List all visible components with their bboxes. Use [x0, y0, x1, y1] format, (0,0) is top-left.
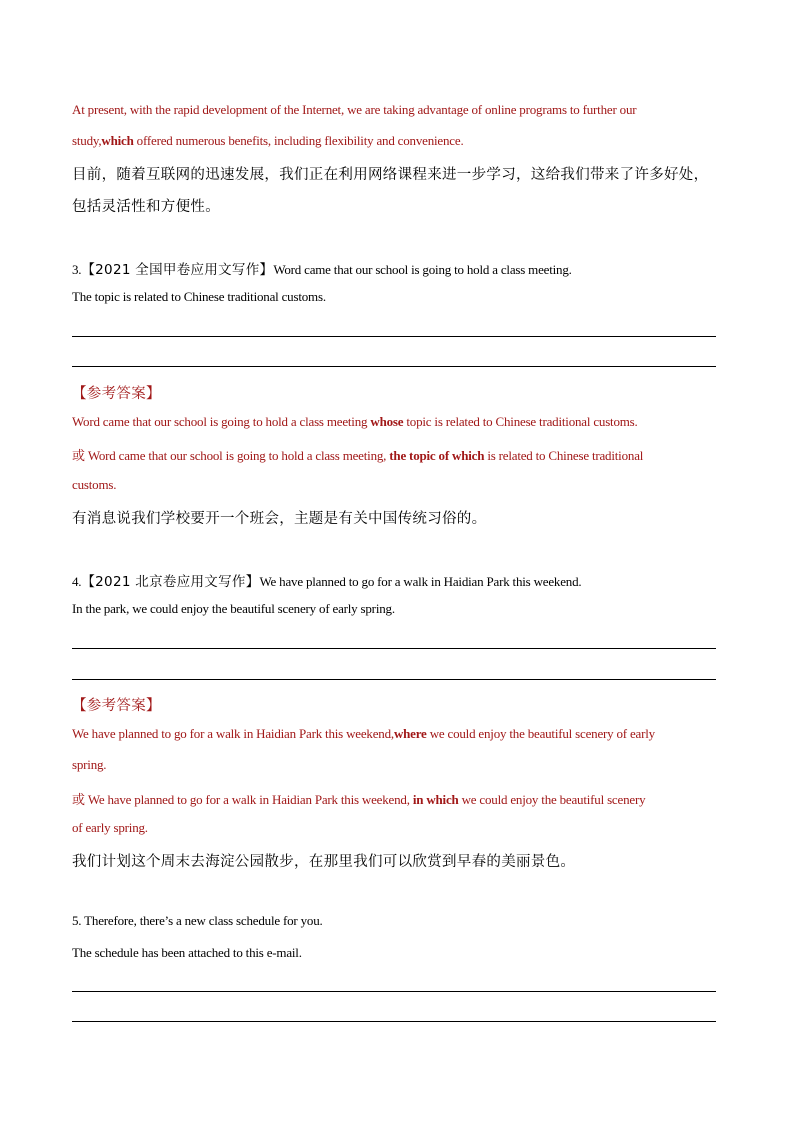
intro-cn-line-1: 目前，随着互联网的迅速发展，我们正在利用网络课程来进一步学习，这给我们带来了许多好处， — [72, 167, 709, 183]
q3-answer-title: 【参考答案】 — [72, 386, 161, 402]
q3-answer-2: 或 Word came that our school is going to hold a class meeting, the topic of which is related to Chinese traditional — [72, 448, 644, 463]
q3-tag: 【2021 全国甲卷应用文写作】 — [81, 262, 274, 278]
q3-answer-1: Word came that our school is going to hold a class meeting whose topic is related to Chinese traditional customs. — [72, 414, 638, 429]
intro-en-line-2: study,which offered numerous benefits, including flexibility and convenience. — [72, 133, 464, 148]
q4-sentence-1: 4.【2021 北京卷应用文写作】We have planned to go for a walk in Haidian Park this weekend. — [72, 574, 582, 590]
intro-en-line-1: At present, with the rapid development of the Internet, we are taking advantage of online programs to further our — [72, 102, 637, 117]
q5-sentence-1: 5. Therefore, there’s a new class schedule for you. — [72, 913, 323, 928]
intro-keyword: which — [101, 133, 134, 148]
q4-answer-1: We have planned to go for a walk in Haidian Park this weekend,where we could enjoy the beautiful scenery of early — [72, 726, 655, 741]
q3-answer-2-cont: customs. — [72, 477, 117, 492]
q5-sentence-2: The schedule has been attached to this e-mail. — [72, 945, 302, 960]
q4-number: 4. — [72, 574, 82, 589]
q4-answer-1-cont: spring. — [72, 757, 107, 772]
q3-answer-line-1 — [72, 336, 716, 337]
q4-answer-title: 【参考答案】 — [72, 698, 161, 714]
q4-cn-translation: 我们计划这个周末去海淀公园散步，在那里我们可以欣赏到早春的美丽景色。 — [72, 854, 576, 870]
q3-cn-translation: 有消息说我们学校要开一个班会，主题是有关中国传统习俗的。 — [72, 511, 487, 527]
q5-answer-line-1 — [72, 991, 716, 992]
intro-cn-line-2: 包括灵活性和方便性。 — [72, 199, 220, 215]
q4-answer-line-2 — [72, 679, 716, 680]
q3-sentence-2: The topic is related to Chinese traditional customs. — [72, 289, 326, 304]
q4-tag: 【2021 北京卷应用文写作】 — [81, 574, 260, 590]
q4-answer-line-1 — [72, 648, 716, 649]
q4-answer-2: 或 We have planned to go for a walk in Haidian Park this weekend, in which we could enjoy the beautiful scenery — [72, 792, 646, 807]
q3-answer-line-2 — [72, 366, 716, 367]
q4-answer-2-cont: of early spring. — [72, 820, 148, 835]
q5-answer-line-2 — [72, 1021, 716, 1022]
q4-sentence-2: In the park, we could enjoy the beautiful scenery of early spring. — [72, 601, 395, 616]
q3-number: 3. — [72, 262, 82, 277]
q3-sentence-1: 3.【2021 全国甲卷应用文写作】Word came that our school is going to hold a class meeting. — [72, 262, 572, 278]
